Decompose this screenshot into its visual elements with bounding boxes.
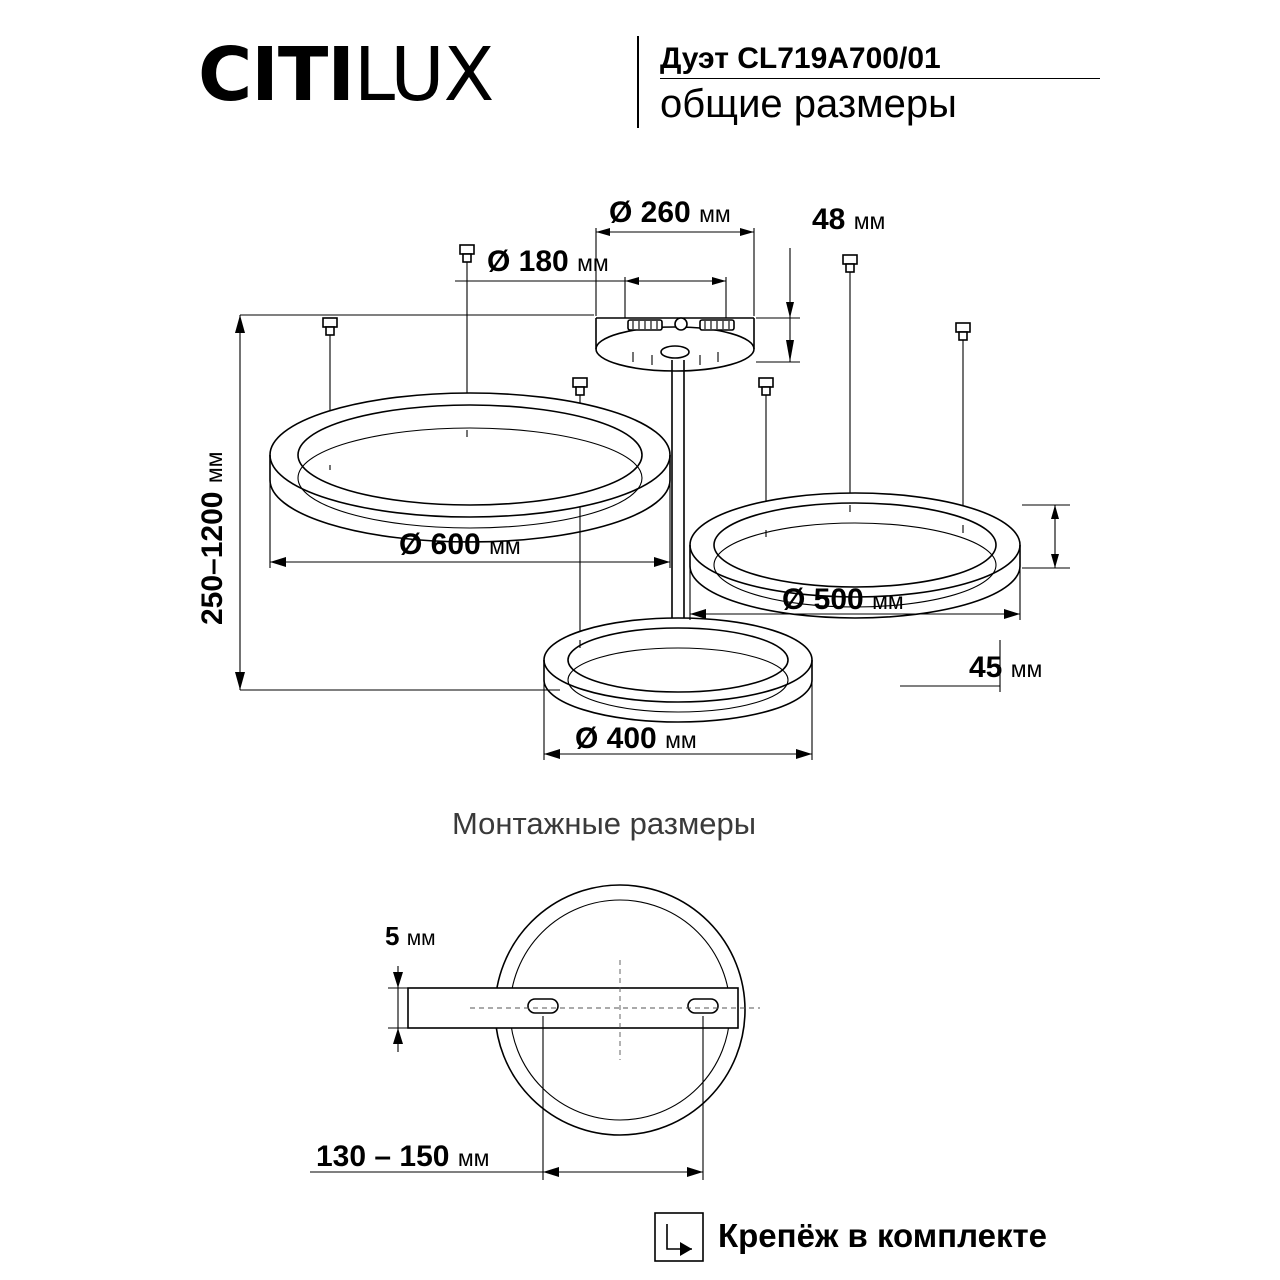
mounting-section-title: Монтажные размеры [452,806,757,841]
dim-canopy-height-48 [756,248,800,362]
label-ring-600: Ø 600 мм [399,528,521,561]
ring-large-600 [270,393,670,542]
page-title: общие размеры [660,82,957,126]
label-canopy-180: Ø 180 мм [487,245,609,278]
label-ring-500: Ø 500 мм [782,583,904,616]
dim-canopy-180 [455,277,726,318]
label-drop-250-1200: 250–1200 мм [196,451,229,625]
brand-logo-citi: CITI [198,32,354,118]
mounting-diagram [310,885,760,1180]
label-ring-400: Ø 400 мм [575,722,697,755]
footer-note: Крепёж в комплекте [718,1217,1048,1254]
model-name: Дуэт CL719A700/01 [660,42,941,75]
label-bracket-5: 5 мм [385,921,436,951]
label-canopy-height-48: 48 мм [812,203,886,236]
dim-canopy-260 [596,228,754,316]
label-hole-spacing: 130 – 150 мм [316,1140,490,1173]
ring-small-400 [544,618,812,722]
label-profile-45: 45 мм [969,651,1043,684]
mounting-kit-icon [655,1213,703,1261]
label-canopy-260: Ø 260 мм [609,196,731,229]
brand-logo-lux: LUX [353,32,494,118]
